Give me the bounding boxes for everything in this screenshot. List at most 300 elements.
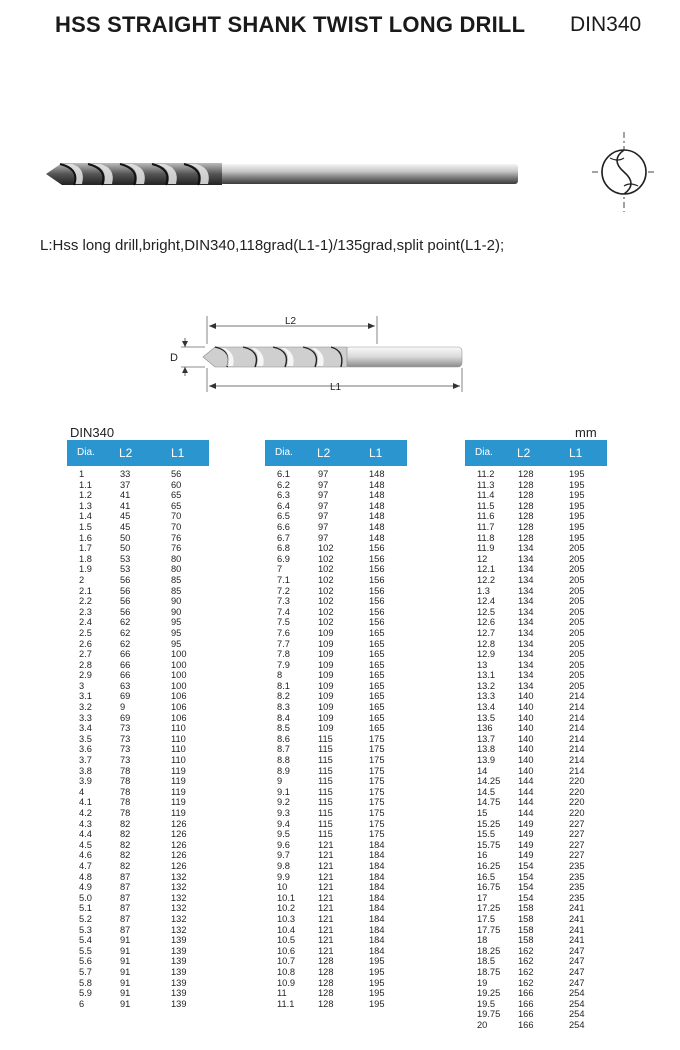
- table-row: [265, 776, 407, 787]
- table-row: [67, 480, 209, 491]
- table-row: [67, 967, 209, 978]
- cell-l2: 162: [518, 956, 534, 967]
- cell-l1: 156: [369, 606, 385, 617]
- table-row: [465, 501, 607, 512]
- table-row: [265, 914, 407, 925]
- table-row: [265, 639, 407, 650]
- cell-l2: 121: [318, 892, 334, 903]
- cell-dia: 13.1: [477, 670, 496, 681]
- cell-l2: 121: [318, 924, 334, 935]
- cell-l2: 41: [120, 490, 131, 501]
- cell-l1: 195: [369, 956, 385, 967]
- cell-l1: 90: [171, 596, 182, 607]
- table-row: [67, 607, 209, 618]
- cell-l2: 134: [518, 638, 534, 649]
- cell-l2: 102: [318, 564, 334, 575]
- cell-dia: 4.2: [79, 808, 92, 818]
- cell-dia: 4.7: [79, 860, 92, 871]
- cell-dia: 15: [477, 808, 488, 818]
- table-row: [265, 596, 407, 607]
- cell-l2: 144: [518, 797, 534, 808]
- cell-l1: 195: [569, 532, 585, 543]
- cell-l2: 91: [120, 966, 131, 977]
- cell-l2: 66: [120, 670, 131, 681]
- cell-l2: 121: [318, 935, 334, 946]
- table-row: [465, 660, 607, 671]
- cell-l2: 109: [318, 702, 334, 713]
- cell-l2: 91: [120, 945, 131, 956]
- cell-l2: 53: [120, 553, 131, 564]
- cell-l2: 166: [518, 998, 534, 1009]
- cell-dia: 12.5: [477, 606, 496, 617]
- cell-l1: 247: [569, 956, 585, 967]
- table-row: [265, 734, 407, 745]
- cell-l2: 56: [120, 574, 131, 585]
- cell-dia: 13.5: [477, 712, 496, 723]
- cell-l1: 132: [171, 892, 187, 903]
- cell-l1: 184: [369, 860, 385, 871]
- table-row: [67, 723, 209, 734]
- cell-l2: 115: [318, 808, 333, 818]
- cell-dia: 1.4: [79, 511, 92, 522]
- cell-l2: 78: [120, 776, 131, 787]
- cell-dia: 3.1: [79, 691, 92, 702]
- cell-l1: 195: [369, 998, 385, 1009]
- cell-dia: 3.3: [79, 712, 92, 723]
- cell-l1: 195: [569, 521, 585, 532]
- cell-dia: 11.4: [477, 490, 495, 501]
- cell-dia: 12.4: [477, 596, 496, 607]
- cell-l1: 165: [369, 659, 385, 670]
- cell-l2: 102: [318, 585, 334, 596]
- cell-l1: 175: [369, 808, 385, 818]
- cell-l1: 70: [171, 521, 182, 532]
- cell-l2: 50: [120, 543, 131, 554]
- cell-l2: 144: [518, 808, 534, 818]
- cell-l2: 78: [120, 786, 131, 797]
- table-row: [265, 797, 407, 808]
- cell-l1: 205: [569, 659, 585, 670]
- cell-l1: 175: [369, 829, 385, 840]
- cell-l2: 128: [318, 966, 334, 977]
- cell-l1: 80: [171, 553, 182, 564]
- cell-l2: 87: [120, 924, 131, 935]
- cell-l1: 175: [369, 765, 385, 776]
- cell-l1: 184: [369, 882, 385, 893]
- cell-dia: 7.2: [277, 585, 290, 596]
- cell-dia: 1.5: [79, 521, 92, 532]
- cell-l1: 195: [369, 966, 385, 977]
- cell-dia: 13.3: [477, 691, 496, 702]
- cell-l1: 184: [369, 913, 385, 924]
- cell-dia: 3: [79, 680, 85, 691]
- cell-l2: 62: [120, 638, 131, 649]
- cell-l1: 241: [569, 935, 585, 946]
- cell-l1: 220: [569, 808, 585, 818]
- table-row: [67, 776, 209, 787]
- column-header-dia: Dia.: [275, 447, 293, 458]
- cell-l1: 119: [171, 797, 186, 808]
- cell-l1: 214: [569, 765, 585, 776]
- table-row: [465, 744, 607, 755]
- cell-dia: 17.25: [477, 903, 501, 914]
- cell-l2: 140: [518, 691, 534, 702]
- table-body: [465, 466, 607, 1030]
- cell-l2: 37: [120, 479, 131, 490]
- cell-dia: 10: [277, 882, 288, 893]
- size-table-3: [465, 440, 607, 1030]
- cell-l2: 82: [120, 818, 131, 829]
- cell-l2: 115: [318, 818, 333, 829]
- cell-l1: 165: [369, 627, 385, 638]
- table-row: [67, 946, 209, 957]
- cell-l2: 140: [518, 765, 534, 776]
- cell-l2: 140: [518, 755, 534, 766]
- cell-l2: 45: [120, 511, 131, 522]
- table-row: [465, 511, 607, 522]
- cell-dia: 2.8: [79, 659, 92, 670]
- column-header-l2: L2: [317, 446, 331, 460]
- cell-l1: 214: [569, 691, 585, 702]
- cell-l1: 165: [369, 712, 385, 723]
- cell-l2: 115: [318, 776, 333, 787]
- table-row: [67, 766, 209, 777]
- cell-l2: 63: [120, 680, 131, 691]
- cell-l1: 132: [171, 903, 187, 914]
- cell-dia: 4.4: [79, 829, 92, 840]
- cell-l2: 91: [120, 977, 131, 988]
- cell-l1: 132: [171, 871, 187, 882]
- table-row: [265, 607, 407, 618]
- table-row: [67, 617, 209, 628]
- table-row: [465, 872, 607, 883]
- cell-l2: 149: [518, 850, 534, 861]
- cell-l1: 214: [569, 702, 585, 713]
- cell-l1: 175: [369, 786, 385, 797]
- cell-dia: 10.6: [277, 945, 296, 956]
- cell-dia: 1.9: [79, 564, 92, 575]
- cell-dia: 12.9: [477, 649, 496, 660]
- cell-l2: 56: [120, 596, 131, 607]
- cell-l1: 227: [569, 829, 585, 840]
- cell-l2: 97: [318, 521, 329, 532]
- cell-l1: 214: [569, 755, 585, 766]
- cell-l2: 109: [318, 649, 334, 660]
- cell-l2: 102: [318, 606, 334, 617]
- table-row: [465, 469, 607, 480]
- cell-dia: 9.3: [277, 808, 290, 818]
- table-row: [265, 956, 407, 967]
- cell-l1: 227: [569, 839, 585, 850]
- table-row: [465, 935, 607, 946]
- cell-l2: 73: [120, 733, 131, 744]
- cell-l1: 132: [171, 882, 187, 893]
- cell-l2: 56: [120, 585, 131, 596]
- table-row: [67, 988, 209, 999]
- cell-l1: 90: [171, 606, 182, 617]
- cell-l2: 115: [318, 755, 333, 766]
- cell-l1: 156: [369, 553, 385, 564]
- cell-dia: 2: [79, 574, 85, 585]
- cell-l1: 254: [569, 1009, 585, 1020]
- cell-dia: 13: [477, 659, 488, 670]
- table-row: [67, 522, 209, 533]
- cell-l1: 214: [569, 723, 585, 734]
- table-header: [265, 440, 407, 466]
- cell-l1: 148: [369, 511, 385, 522]
- cell-dia: 4: [79, 786, 85, 797]
- table-row: [265, 893, 407, 904]
- cell-l1: 205: [569, 543, 585, 554]
- cell-l1: 126: [171, 839, 187, 850]
- cell-l2: 56: [120, 606, 131, 617]
- cell-l2: 154: [518, 882, 534, 893]
- table-row: [265, 511, 407, 522]
- cell-l2: 66: [120, 649, 131, 660]
- table-row: [67, 596, 209, 607]
- cell-l2: 140: [518, 702, 534, 713]
- table-row: [265, 691, 407, 702]
- table-row: [465, 713, 607, 724]
- cell-l2: 121: [318, 839, 334, 850]
- cell-l1: 106: [171, 691, 187, 702]
- cell-dia: 16: [477, 850, 488, 861]
- cell-l1: 247: [569, 945, 585, 956]
- cell-l1: 76: [171, 543, 182, 554]
- cell-dia: 19.25: [477, 988, 501, 999]
- table-row: [265, 808, 407, 819]
- column-header-l1: L1: [369, 446, 383, 460]
- cell-l2: 154: [518, 860, 534, 871]
- cell-dia: 4.8: [79, 871, 92, 882]
- table-row: [67, 978, 209, 989]
- cell-l2: 134: [518, 680, 534, 691]
- cell-dia: 7.7: [277, 638, 290, 649]
- cell-dia: 8.7: [277, 744, 290, 755]
- table-row: [67, 533, 209, 544]
- drill-photo: [40, 150, 520, 200]
- table-row: [265, 787, 407, 798]
- cell-l1: 247: [569, 977, 585, 988]
- cell-l1: 165: [369, 691, 385, 702]
- cell-l1: 175: [369, 797, 385, 808]
- table-row: [465, 1020, 607, 1031]
- cell-l2: 115: [318, 829, 333, 840]
- cell-l1: 156: [369, 617, 385, 628]
- cell-dia: 7.1: [277, 574, 290, 585]
- cell-l1: 110: [171, 744, 186, 755]
- cell-l1: 60: [171, 479, 182, 490]
- table-row: [265, 501, 407, 512]
- cell-l2: 41: [120, 500, 131, 511]
- cell-l2: 109: [318, 723, 334, 734]
- cell-l2: 53: [120, 564, 131, 575]
- cell-l2: 134: [518, 617, 534, 628]
- cell-dia: 20: [477, 1019, 488, 1030]
- cell-dia: 12.8: [477, 638, 496, 649]
- table-row: [465, 861, 607, 872]
- cell-l2: 140: [518, 744, 534, 755]
- table-row: [265, 925, 407, 936]
- table-row: [465, 596, 607, 607]
- table-row: [265, 988, 407, 999]
- cell-l1: 65: [171, 500, 182, 511]
- cell-l1: 139: [171, 956, 187, 967]
- table-row: [265, 999, 407, 1010]
- cell-l1: 110: [171, 733, 186, 744]
- cell-l1: 95: [171, 638, 182, 649]
- cell-dia: 10.4: [277, 924, 296, 935]
- cell-dia: 18.5: [477, 956, 496, 967]
- cell-l2: 78: [120, 808, 131, 818]
- table-row: [265, 564, 407, 575]
- cell-l2: 149: [518, 839, 534, 850]
- cell-l2: 66: [120, 659, 131, 670]
- cell-l2: 73: [120, 744, 131, 755]
- cell-dia: 6.2: [277, 479, 290, 490]
- cell-l2: 87: [120, 892, 131, 903]
- table-row: [265, 480, 407, 491]
- cell-dia: 13.4: [477, 702, 496, 713]
- cell-l2: 128: [318, 977, 334, 988]
- cell-dia: 14: [477, 765, 488, 776]
- table-row: [67, 554, 209, 565]
- cell-l2: 62: [120, 627, 131, 638]
- cell-l2: 128: [318, 998, 334, 1009]
- cell-dia: 1.3: [477, 585, 490, 596]
- table-row: [265, 766, 407, 777]
- cell-l2: 102: [318, 553, 334, 564]
- table-row: [67, 755, 209, 766]
- cell-dia: 5.0: [79, 892, 92, 903]
- table-row: [67, 808, 209, 819]
- table-row: [465, 734, 607, 745]
- cell-l2: 82: [120, 850, 131, 861]
- cell-l2: 140: [518, 733, 534, 744]
- table-row: [67, 660, 209, 671]
- table-row: [465, 797, 607, 808]
- cell-dia: 10.7: [277, 956, 296, 967]
- cell-dia: 1.7: [79, 543, 92, 554]
- cell-dia: 3.2: [79, 702, 92, 713]
- cell-dia: 3.8: [79, 765, 92, 776]
- cell-l1: 205: [569, 606, 585, 617]
- cell-l2: 82: [120, 860, 131, 871]
- table-row: [265, 967, 407, 978]
- cell-l1: 195: [369, 988, 385, 999]
- table-row: [67, 893, 209, 904]
- table-row: [67, 586, 209, 597]
- cell-l1: 76: [171, 532, 182, 543]
- cell-l2: 134: [518, 649, 534, 660]
- cell-l2: 87: [120, 882, 131, 893]
- cell-dia: 17.75: [477, 924, 501, 935]
- cell-l2: 33: [120, 469, 131, 479]
- cell-dia: 9.2: [277, 797, 290, 808]
- table-row: [67, 861, 209, 872]
- table-standard-label: DIN340: [70, 425, 115, 440]
- cell-l1: 235: [569, 882, 585, 893]
- cell-l2: 102: [318, 574, 334, 585]
- cell-l1: 241: [569, 924, 585, 935]
- table-row: [265, 723, 407, 734]
- cell-l1: 148: [369, 500, 385, 511]
- table-row: [465, 829, 607, 840]
- cell-dia: 11.5: [477, 500, 495, 511]
- cell-dia: 2.3: [79, 606, 92, 617]
- table-row: [465, 649, 607, 660]
- cell-l2: 73: [120, 723, 131, 734]
- cell-dia: 11.6: [477, 511, 495, 522]
- table-row: [67, 850, 209, 861]
- cell-dia: 8.5: [277, 723, 290, 734]
- table-row: [67, 681, 209, 692]
- cell-l2: 109: [318, 680, 334, 691]
- cell-l2: 134: [518, 574, 534, 585]
- table-row: [465, 628, 607, 639]
- cell-l2: 128: [518, 521, 534, 532]
- table-row: [465, 808, 607, 819]
- cell-l2: 115: [318, 786, 333, 797]
- page-title: HSS STRAIGHT SHANK TWIST LONG DRILL: [55, 12, 526, 37]
- table-body: [67, 466, 209, 1009]
- table-row: [465, 776, 607, 787]
- cell-l1: 132: [171, 913, 187, 924]
- cell-dia: 19.5: [477, 998, 496, 1009]
- table-row: [265, 575, 407, 586]
- size-table-1: [67, 440, 209, 1009]
- cell-l1: 195: [569, 479, 585, 490]
- cell-dia: 14.5: [477, 786, 496, 797]
- cell-dia: 6.4: [277, 500, 290, 511]
- table-row: [265, 755, 407, 766]
- cell-l2: 128: [318, 956, 334, 967]
- cell-l1: 56: [171, 469, 182, 479]
- cell-dia: 12: [477, 553, 488, 564]
- cell-l1: 175: [369, 755, 385, 766]
- cell-dia: 11.1: [277, 998, 295, 1009]
- cell-dia: 17: [477, 892, 488, 903]
- cell-l2: 121: [318, 913, 334, 924]
- cell-l1: 119: [171, 765, 186, 776]
- cell-l1: 184: [369, 903, 385, 914]
- cell-l1: 175: [369, 818, 385, 829]
- cell-l2: 115: [318, 797, 333, 808]
- standard-label: DIN340: [570, 13, 642, 36]
- table-row: [465, 681, 607, 692]
- cell-l2: 87: [120, 903, 131, 914]
- table-row: [265, 670, 407, 681]
- cell-dia: 11.7: [477, 521, 495, 532]
- l2-dimension-label: L2: [285, 316, 297, 327]
- table-row: [67, 744, 209, 755]
- table-row: [465, 543, 607, 554]
- cell-l2: 121: [318, 850, 334, 861]
- cell-dia: 3.7: [79, 755, 92, 766]
- cell-l2: 144: [518, 786, 534, 797]
- cell-l1: 100: [171, 659, 187, 670]
- drill-cross-section-icon: [592, 132, 656, 212]
- cell-l1: 175: [369, 776, 385, 787]
- cell-dia: 10.9: [277, 977, 296, 988]
- cell-dia: 10.2: [277, 903, 296, 914]
- l1-dimension-label: L1: [330, 382, 342, 393]
- table-row: [465, 840, 607, 851]
- cell-l1: 106: [171, 702, 187, 713]
- table-row: [67, 925, 209, 936]
- cell-l2: 121: [318, 882, 334, 893]
- cell-l2: 87: [120, 871, 131, 882]
